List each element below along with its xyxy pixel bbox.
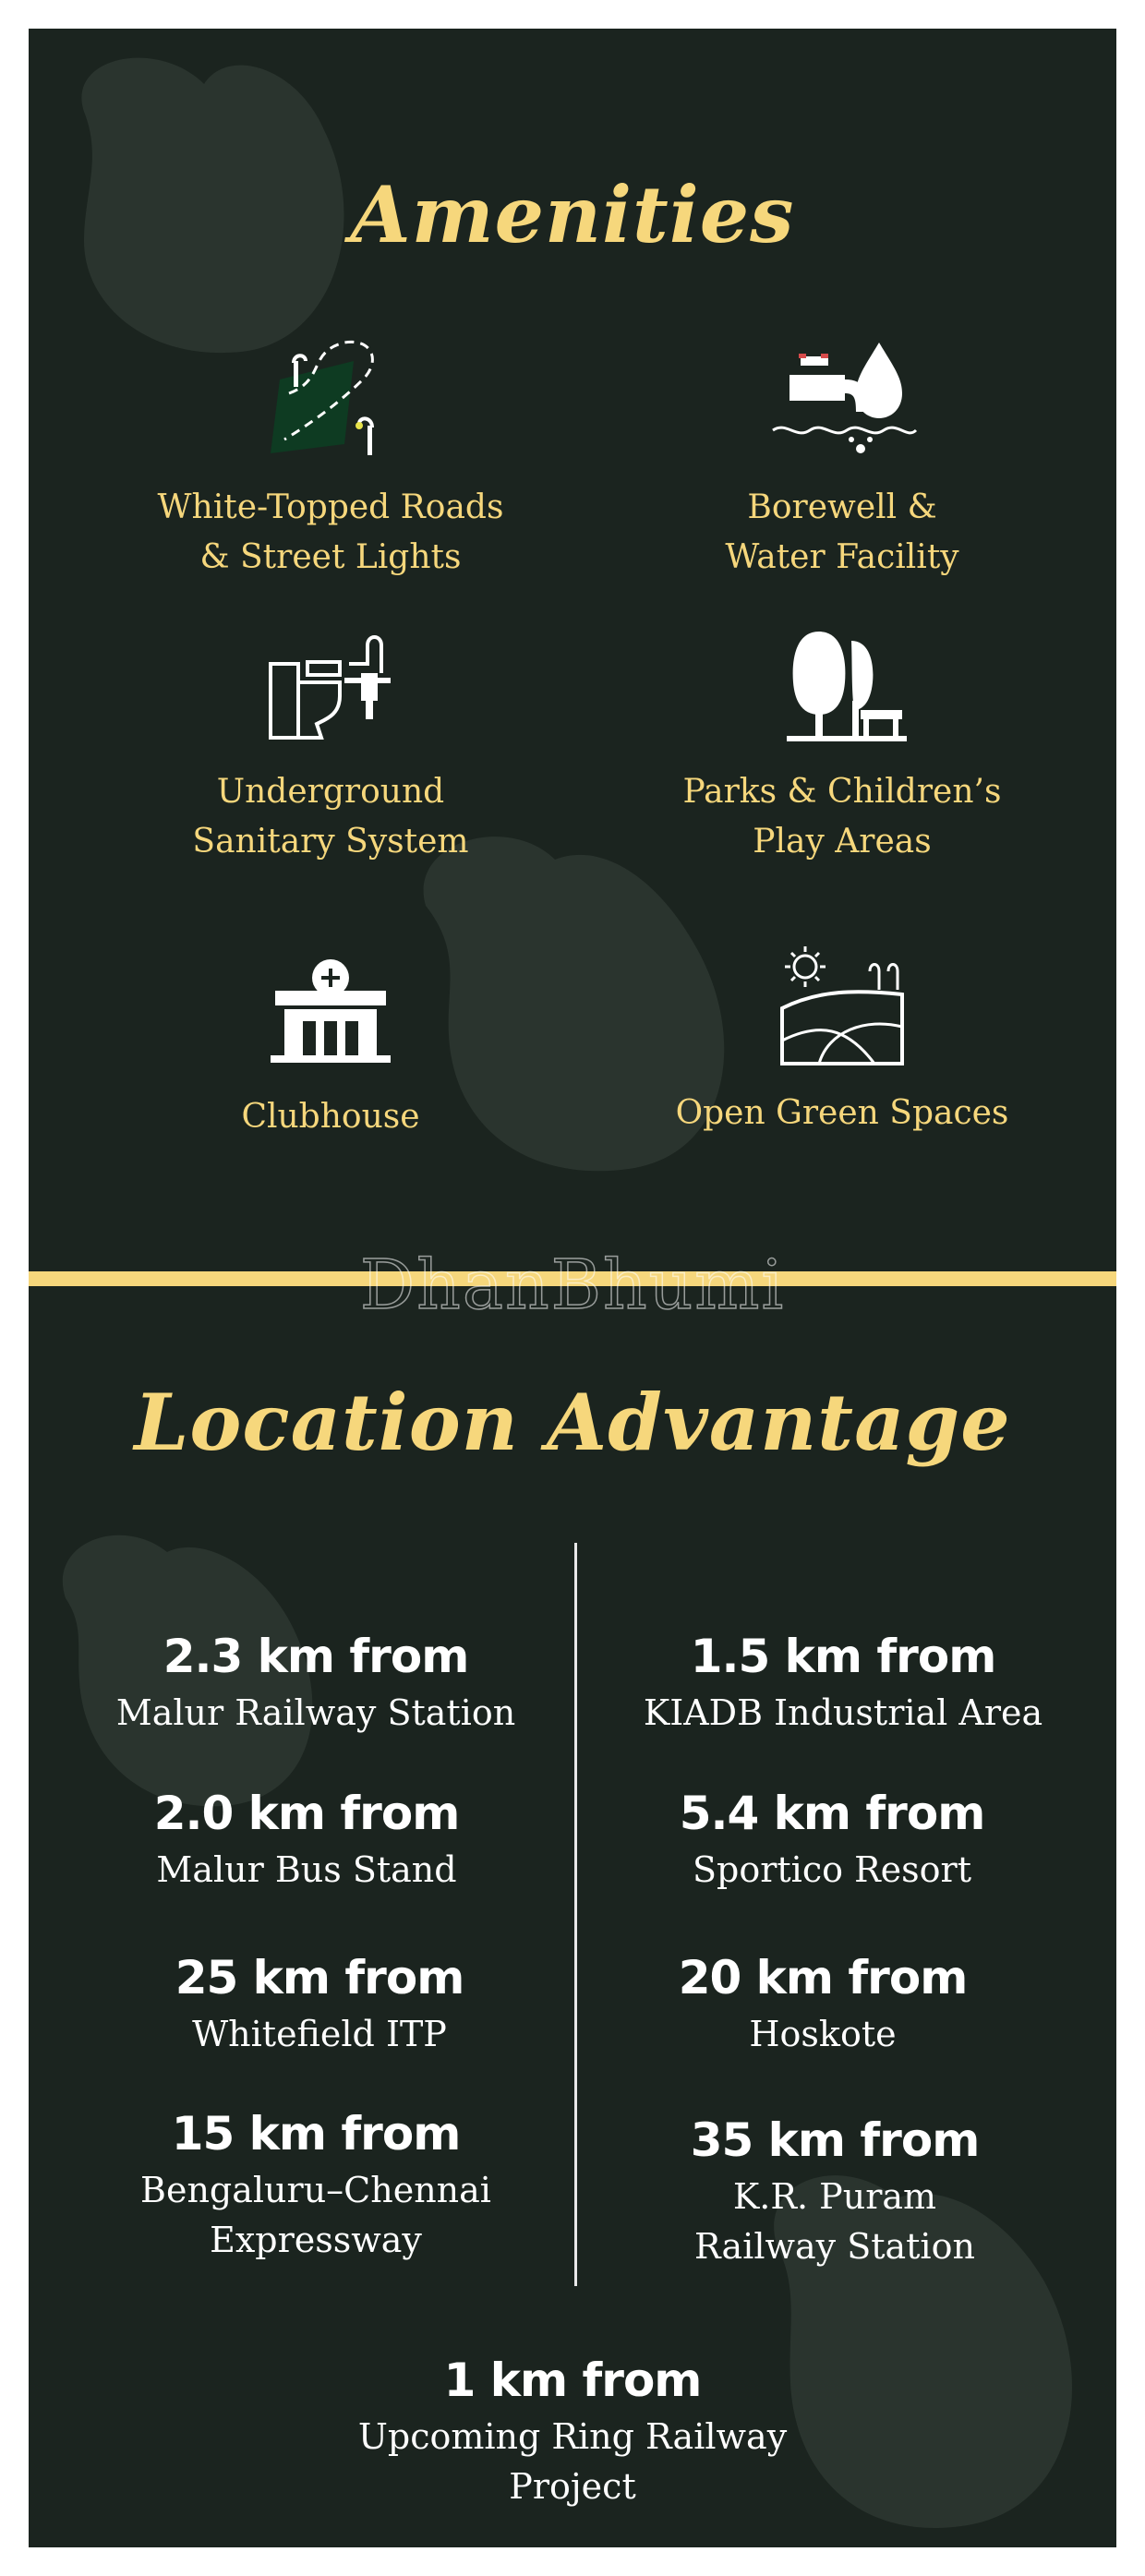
amenity-label: White-Topped Roads & Street Lights — [157, 488, 504, 576]
amenity-parks — [584, 627, 1101, 867]
location-item — [57, 1629, 574, 1738]
location-item — [61, 1950, 578, 2059]
location-distance: 35 km from — [690, 2113, 980, 2167]
park-trees-bench-icon — [764, 627, 921, 747]
amenity-label: Open Green Spaces — [675, 1094, 1009, 1132]
landscape-sun-icon — [764, 939, 921, 1068]
location-place: Malur Railway Station — [115, 1692, 516, 1733]
amenity-clubhouse — [72, 952, 589, 1142]
location-distance: 5.4 km from — [679, 1787, 985, 1840]
location-place: Upcoming Ring Railway Project — [357, 2416, 788, 2507]
brand-watermark: DhanBhumi — [359, 1246, 786, 1325]
location-item — [48, 1786, 565, 1895]
location-distance: 1.5 km from — [690, 1630, 996, 1683]
location-distance: 20 km from — [678, 1951, 968, 2004]
location-place: KIADB Industrial Area — [643, 1692, 1043, 1733]
amenity-roads — [72, 324, 589, 583]
location-place: Malur Bus Stand — [156, 1849, 457, 1890]
clubhouse-building-icon — [252, 952, 409, 1072]
location-place: Whitefield ITP — [192, 2014, 447, 2054]
amenity-sanitary — [72, 627, 589, 867]
location-distance: 2.3 km from — [163, 1630, 469, 1683]
toilet-sanitary-icon — [252, 627, 409, 747]
amenity-label: Clubhouse — [241, 1098, 420, 1136]
location-title: Location Advantage — [134, 1377, 1011, 1468]
location-distance: 15 km from — [171, 2107, 461, 2161]
location-distance: 2.0 km from — [153, 1787, 460, 1840]
location-item — [57, 2106, 574, 2265]
location-item — [573, 1786, 1091, 1895]
amenity-label: Parks & Children’s Play Areas — [682, 773, 1002, 861]
amenity-label: Underground Sanitary System — [192, 773, 469, 861]
location-distance: 1 km from — [443, 2353, 702, 2407]
location-place: Hoskote — [749, 2014, 897, 2054]
amenities-title: Amenities — [350, 169, 795, 260]
location-item — [585, 1629, 1102, 1738]
amenity-water — [584, 324, 1101, 583]
location-item — [564, 1950, 1081, 2059]
location-item — [576, 2113, 1093, 2271]
location-distance: 25 km from — [175, 1951, 464, 2004]
amenity-open-green — [584, 939, 1101, 1138]
location-item — [314, 2353, 831, 2511]
road-street-light-icon — [252, 324, 409, 463]
location-place: K.R. Puram Railway Station — [694, 2176, 975, 2267]
water-tap-icon — [764, 324, 921, 463]
location-place: Bengaluru–Chennai Expressway — [140, 2170, 491, 2260]
location-place: Sportico Resort — [693, 1849, 971, 1890]
amenity-label: Borewell & Water Facility — [725, 488, 959, 576]
brochure-panel — [29, 29, 1116, 2547]
